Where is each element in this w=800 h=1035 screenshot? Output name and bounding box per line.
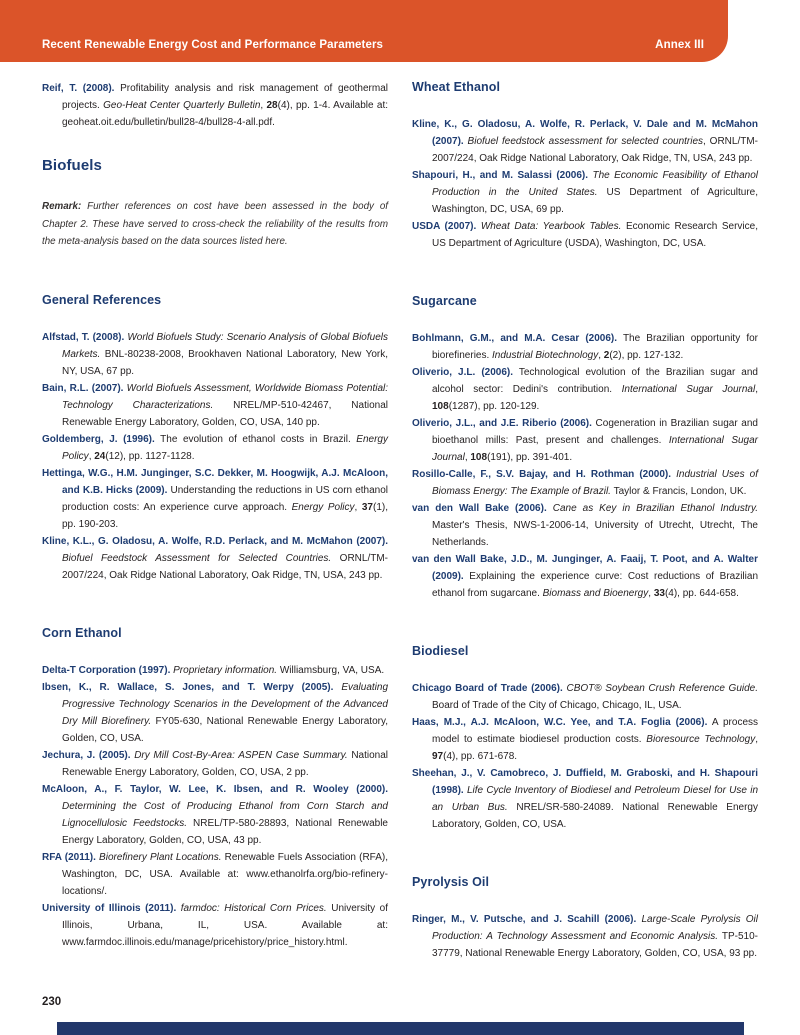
footer-rule <box>57 1022 744 1035</box>
reference-entry <box>42 431 388 465</box>
subsection-heading: Sugarcane <box>412 294 477 308</box>
reference-text: Remark: <box>42 201 82 212</box>
reference-text: Biofuel Feedstock Assessment for Selected Countries. <box>62 552 332 564</box>
reference-text: University of Illinois, Urbana, IL, USA. Available at: www.farmdoc.illinois.edu/manage/pricehistory/price_history.html. <box>62 902 388 948</box>
reference-entry <box>412 466 758 500</box>
reference-authors: Oliverio, J.L. (2006). <box>412 367 513 378</box>
reference-text: National Renewable Energy Laboratory, Golden, CO, USA, 2 pp. <box>62 749 389 778</box>
reference-authors: Jechura, J. (2005). <box>42 749 131 761</box>
reference-entry <box>412 911 758 962</box>
reference-entry <box>42 849 388 900</box>
reference-text: International Sugar Journal <box>621 384 756 395</box>
reference-entry <box>42 329 388 380</box>
reference-text: Renewable Fuels Association (RFA), Washington, DC, USA. Available at: www.ethanolrfa.org/bio-refinery-locations/. <box>62 851 389 897</box>
reference-entry <box>42 781 388 849</box>
reference-text: Economic Research Service, US Department of Agriculture (USDA), Washington, DC, USA. <box>432 221 758 249</box>
reference-text: Geo-Heat Center Quarterly Bulletin <box>103 100 261 111</box>
reference-text: Master's Thesis, NWS-1-2006-14, University of Utrecht, Utrecht, The Netherlands. <box>432 520 758 548</box>
reference-authors: Chicago Board of Trade (2006). <box>412 683 563 694</box>
subsection-heading: Pyrolysis Oil <box>412 875 490 889</box>
reference-text: , ORNL/TM-2007/224, Oak Ridge National Laboratory, Oak Ridge, TN, USA, 243 pp. <box>432 136 759 164</box>
reference-entry <box>42 80 388 131</box>
reference-text: Biomass and Bioenergy <box>542 588 649 599</box>
reference-text: Dry Mill Cost-By-Area: ASPEN Case Summary. <box>134 749 348 761</box>
reference-authors: Ibsen, K., R. Wallace, S. Jones, and T. Werpy (2005). <box>42 681 334 693</box>
reference-text: Understanding the reductions in US corn ethanol production costs: An experience curve approach. <box>62 484 389 513</box>
reference-text: Determining the Cost of Producing Ethanol from Corn Starch and Lignocellulosic Feedstocks. <box>62 800 388 829</box>
reference-text: BNL-80238-2008, Brookhaven National Laboratory, New York, NY, USA, 67 pp. <box>62 348 388 377</box>
reference-text: Wheat Data: Yearbook Tables. <box>480 221 622 232</box>
reference-text: A process model to estimate biodiesel production costs. <box>432 717 759 745</box>
reference-entry <box>42 465 388 533</box>
reference-text: (4), pp. 644-658. <box>664 588 739 599</box>
reference-text: 108 <box>432 401 449 412</box>
reference-text: (1287), pp. 120-129. <box>448 401 540 412</box>
reference-entry <box>412 330 758 364</box>
reference-entry <box>42 679 388 747</box>
reference-entry <box>412 500 758 551</box>
reference-text: NREL/MP-510-42467, National Renewable Energy Laboratory, Golden, CO, USA, 140 pp. <box>62 399 388 428</box>
page-header-bar <box>0 0 728 62</box>
reference-text: Explaining the experience curve: Cost reductions of Brazilian ethanol from sugarcane. <box>432 571 758 599</box>
reference-text: 97 <box>432 751 444 762</box>
reference-authors: van den Wall Bake, J.D., M. Junginger, A. Faaij, T. Poot, and A. Walter (2009). <box>412 554 758 582</box>
reference-text: (12), pp. 1127-1128. <box>105 450 195 462</box>
reference-text: Large-Scale Pyrolysis Oil Production: A Technology Assessment and Economic Analysis. <box>432 914 758 942</box>
reference-authors: McAloon, A., F. Taylor, W. Lee, K. Ibsen, and R. Wooley (2000). <box>42 783 388 795</box>
reference-text: (2), pp. 127-132. <box>609 350 684 361</box>
reference-text: The evolution of ethanol costs in Brazil. <box>154 433 357 445</box>
reference-text: Williamsburg, VA, USA. <box>277 664 385 676</box>
page-number: 230 <box>42 996 62 1008</box>
reference-text: (4), pp. 671-678. <box>443 751 518 762</box>
reference-text: 37 <box>361 501 373 513</box>
reference-entry <box>412 765 758 833</box>
reference-text: TP-510-37779, National Renewable Energy Laboratory, Golden, CO, USA, 93 pp. <box>432 931 758 959</box>
reference-text: Industrial Uses of Biomass Energy: The Example of Brazil. <box>432 469 759 497</box>
reference-text: Biofuel feedstock assessment for selected countries <box>467 136 704 147</box>
reference-authors: Shapouri, H., and M. Salassi (2006). <box>412 170 589 181</box>
reference-authors: Sheehan, J., V. Camobreco, J. Duffield, M. Graboski, and H. Shapouri (1998). <box>412 768 758 796</box>
reference-text: Board of Trade of the City of Chicago, Chicago, IL, USA. <box>432 700 682 711</box>
reference-text: Biorefinery Plant Locations. <box>99 851 222 863</box>
reference-authors: Rosillo-Calle, F., S.V. Bajay, and H. Rothman (2000). <box>412 469 672 480</box>
reference-text: ORNL/TM-2007/224, Oak Ridge National Laboratory, Oak Ridge, TN, USA, 243 pp. <box>62 552 388 581</box>
reference-text: International Sugar Journal <box>432 435 758 463</box>
references-body <box>42 80 758 962</box>
reference-text: The Economic Feasibility of Ethanol Production in the United States. <box>432 170 759 198</box>
reference-entry <box>42 380 388 431</box>
remark-note <box>42 198 388 251</box>
reference-entry <box>412 364 758 415</box>
reference-text: Technological evolution of the Brazilian sugar and alcohol sector: Dedini's contribution. <box>432 367 758 395</box>
reference-authors: van den Wall Bake (2006). <box>412 503 547 514</box>
reference-text: , <box>648 588 654 599</box>
header-annex-label: Annex III <box>655 39 704 51</box>
header-title: Recent Renewable Energy Cost and Performance Parameters <box>42 39 384 51</box>
reference-authors: Alfstad, T. (2008). <box>42 331 125 343</box>
subsection-heading: General References <box>42 292 162 307</box>
reference-entry <box>412 415 758 466</box>
reference-text: (4), pp. 1-4. Available at: geoheat.oit.edu/bulletin/bull28-4/bull28-4-all.pdf. <box>62 100 389 128</box>
reference-text: Proprietary information. <box>173 664 278 676</box>
reference-text: , <box>88 450 95 462</box>
subsection-heading: Biodiesel <box>412 644 469 658</box>
reference-text: 108 <box>470 452 488 463</box>
reference-text: Evaluating Progressive Technology Scenarios in the Development of the Advanced Dry Mill Biorefinery. <box>62 681 389 727</box>
reference-authors: Kline, K., G. Oladosu, A. Wolfe, R. Perlack, V. Dale and M. McMahon (2007). <box>412 119 758 147</box>
reference-text: 24 <box>94 450 106 462</box>
reference-text: farmdoc: Historical Corn Prices. <box>180 902 327 914</box>
reference-authors: Kline, K.L., G. Oladosu, A. Wolfe, R.D. Perlack, and M. McMahon (2007). <box>42 535 388 547</box>
reference-authors: Delta-T Corporation (1997). <box>42 664 171 676</box>
reference-authors: Bain, R.L. (2007). <box>42 382 124 394</box>
reference-entry <box>412 116 758 167</box>
reference-text: Profitability analysis and risk management of geothermal projects. <box>62 83 388 111</box>
reference-text: World Biofuels Assessment, Worldwide Biomass Potential: Technology Characterizations. <box>62 382 389 411</box>
reference-entry <box>42 747 388 781</box>
reference-text: Bioresource Technology <box>646 734 756 745</box>
reference-authors: Hettinga, W.G., H.M. Junginger, S.C. Dekker, M. Hoogwijk, A.J. McAloon, and K.B. Hicks (2009). <box>42 467 388 496</box>
reference-authors: University of Illinois (2011). <box>42 902 177 914</box>
reference-text: , <box>260 100 267 111</box>
reference-text: 33 <box>653 588 665 599</box>
reference-text: Further references on cost have been assessed in the body of Chapter 2. These have served to cross-check the reliability of the results from the meta-analysis based on the data sources listed here. <box>42 201 388 247</box>
reference-entry <box>42 900 388 951</box>
reference-authors: Goldemberg, J. (1996). <box>42 433 155 445</box>
reference-authors: USDA (2007). <box>412 221 477 232</box>
reference-text: Taylor & Francis, London, UK. <box>610 486 747 497</box>
reference-text: Energy Policy <box>62 433 388 462</box>
reference-entry <box>412 551 758 602</box>
reference-text: 2 <box>603 350 610 361</box>
reference-text: , <box>755 734 758 745</box>
reference-text: Life Cycle Inventory of Biodiesel and Petroleum Diesel for Use in an Urban Bus. <box>432 785 759 813</box>
subsection-heading: Corn Ethanol <box>42 625 122 640</box>
reference-text: Cogeneration in Brazilian sugar and bioethanol mills: Past, present and challenges. <box>432 418 758 446</box>
reference-authors: RFA (2011). <box>42 851 96 863</box>
reference-text: World Biofuels Study: Scenario Analysis of Global Biofuels Markets. <box>62 331 388 360</box>
reference-authors: Haas, M.J., A.J. McAloon, W.C. Yee, and T.A. Foglia (2006). <box>412 717 708 728</box>
reference-authors: Bohlmann, G.M., and M.A. Cesar (2006). <box>412 333 618 344</box>
reference-text: (1), pp. 190-203. <box>62 501 388 530</box>
reference-text: NREL/SR-580-24089. National Renewable Energy Laboratory, Golden, CO, USA. <box>432 802 758 830</box>
reference-entry <box>412 167 758 218</box>
reference-text: Cane as Key in Brazilian Ethanol Industry. <box>552 503 759 514</box>
right-column <box>412 80 758 962</box>
reference-entry <box>412 680 758 714</box>
reference-authors: Ringer, M., V. Putsche, and J. Scahill (2006). <box>412 914 637 925</box>
reference-text: Industrial Biotechnology <box>492 350 599 361</box>
subsection-heading: Wheat Ethanol <box>412 80 501 94</box>
reference-text: (191), pp. 391-401. <box>487 452 573 463</box>
reference-text: , <box>598 350 604 361</box>
reference-text: CBOT® Soybean Crush Reference Guide. <box>566 683 759 694</box>
reference-text: NREL/TP-580-28893, National Renewable Energy Laboratory, Golden, CO, USA, 43 pp. <box>62 817 388 846</box>
reference-text: US Department of Agriculture, Washington, DC, USA, 69 pp. <box>432 187 758 215</box>
reference-authors: Reif, T. (2008). <box>42 83 115 94</box>
reference-text: Energy Policy <box>291 501 355 513</box>
reference-entry <box>42 662 388 679</box>
reference-text: , <box>354 501 362 513</box>
reference-entry <box>42 533 388 584</box>
reference-entry <box>412 218 758 252</box>
reference-text: , <box>464 452 471 463</box>
section-heading: Biofuels <box>42 157 102 174</box>
reference-entry <box>412 714 758 765</box>
reference-authors: Oliverio, J.L., and J.E. Riberio (2006). <box>412 418 592 429</box>
reference-text: The Brazilian opportunity for biorefineries. <box>432 333 758 361</box>
reference-text: 28 <box>266 100 278 111</box>
reference-text: , <box>755 384 758 395</box>
left-column <box>42 80 388 962</box>
reference-text: FY05-630, National Renewable Energy Laboratory, Golden, CO, USA. <box>62 715 389 744</box>
